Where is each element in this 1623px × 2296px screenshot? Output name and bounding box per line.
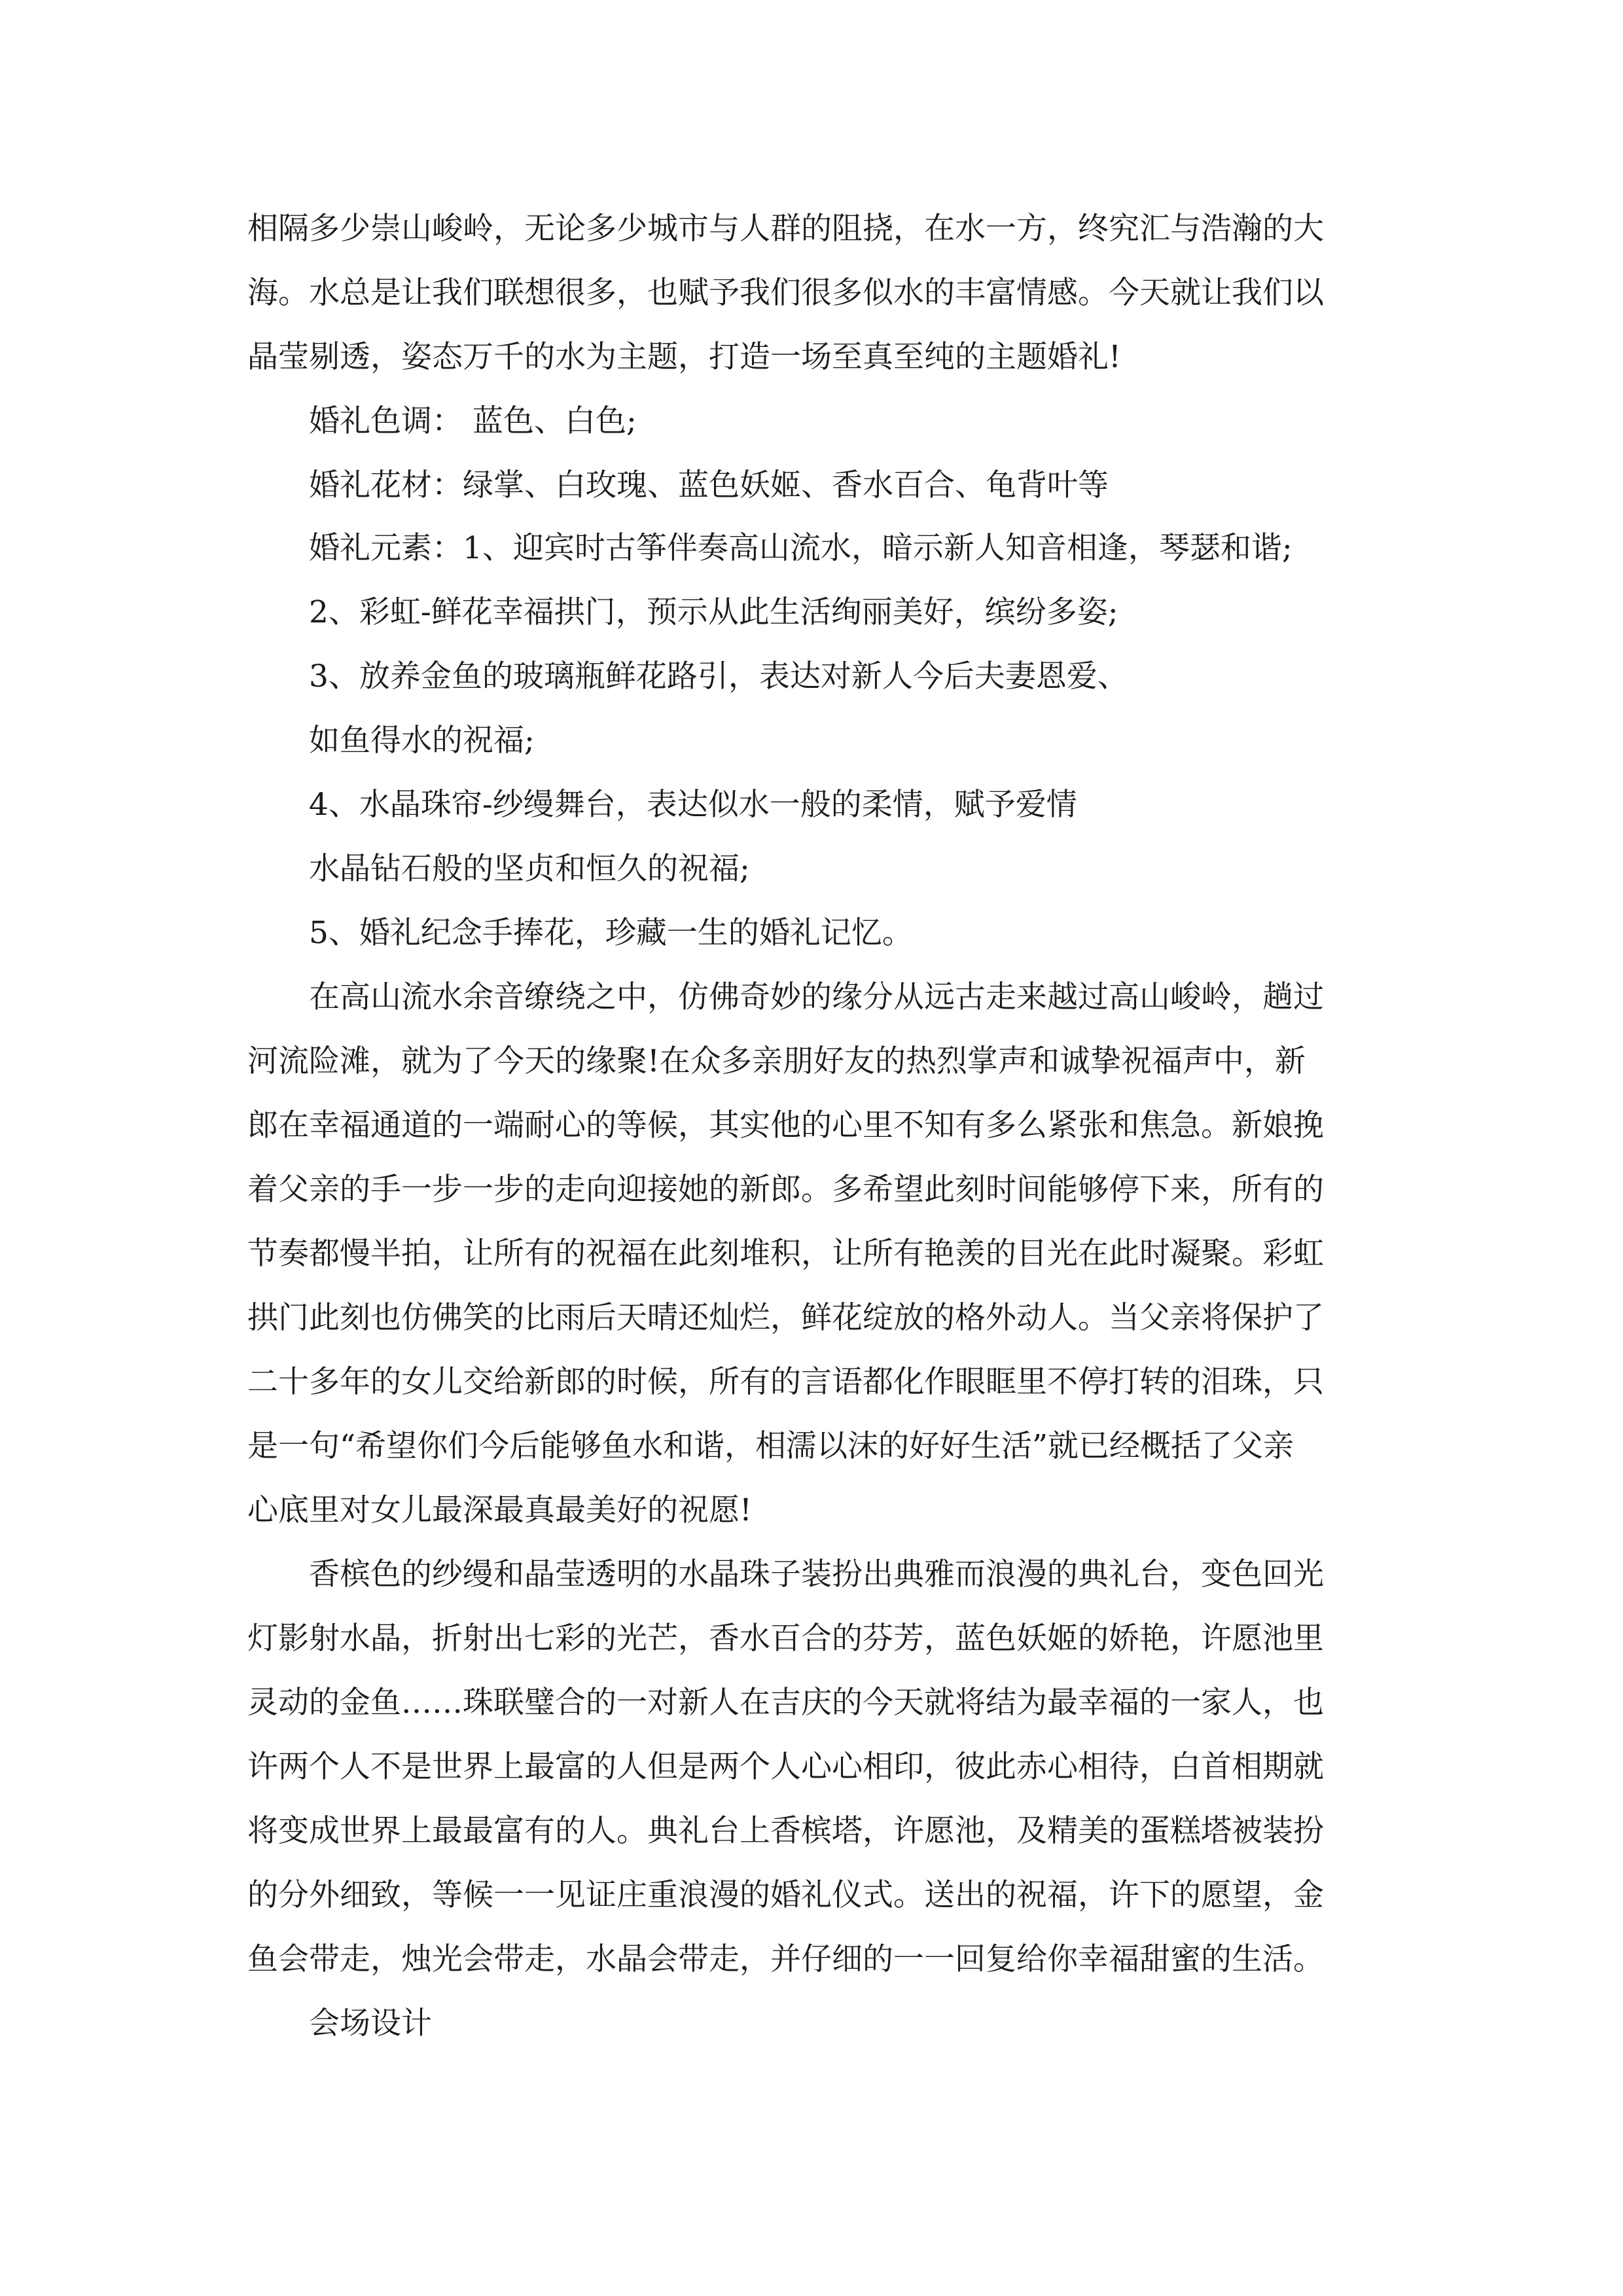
wedding-element-item: 4、水晶珠帘-纱缦舞台，表达似水一般的柔情，赋予爱情 <box>309 787 1077 823</box>
text-line: 灵动的金鱼……珠联璧合的一对新人在吉庆的今天就将结为最幸福的一家人，也 <box>247 1685 1324 1721</box>
text-line: 郎在幸福通道的一端耐心的等候，其实他的心里不知有多么紧张和焦急。新娘挽 <box>247 1107 1324 1143</box>
wedding-element-item: 如鱼得水的祝福; <box>309 723 535 759</box>
text-line: 海。水总是让我们联想很多，也赋予我们很多似水的丰富情感。今天就让我们以 <box>247 275 1324 311</box>
text-line: 将变成世界上最最富有的人。典礼台上香槟塔，许愿池，及精美的蛋糕塔被装扮 <box>247 1813 1324 1849</box>
text-line: 是一句“希望你们今后能够鱼水和谐，相濡以沫的好好生活”就已经概括了父亲 <box>247 1428 1294 1464</box>
section-heading: 会场设计 <box>309 2005 432 2041</box>
text-line: 节奏都慢半拍，让所有的祝福在此刻堆积，让所有艳羡的目光在此时凝聚。彩虹 <box>247 1236 1324 1272</box>
wedding-element-item: 3、放养金鱼的玻璃瓶鲜花路引，表达对新人今后夫妻恩爱、 <box>309 658 1128 694</box>
text-line: 相隔多少崇山峻岭，无论多少城市与人群的阻挠，在水一方，终究汇与浩瀚的大 <box>247 211 1324 247</box>
text-line: 在高山流水余音缭绕之中，仿佛奇妙的缘分从远古走来越过高山峻岭，趟过 <box>309 979 1324 1015</box>
text-line: 心底里对女儿最深最真最美好的祝愿! <box>247 1492 752 1528</box>
wedding-element-item: 5、婚礼纪念手捧花，珍藏一生的婚礼记忆。 <box>309 915 913 951</box>
wedding-color-line: 婚礼色调： 蓝色、白色; <box>309 403 637 439</box>
text-line: 的分外细致，等候一一见证庄重浪漫的婚礼仪式。送出的祝福，许下的愿望，金 <box>247 1877 1324 1913</box>
wedding-element-item: 婚礼元素：1、迎宾时古筝伴奏高山流水，暗示新人知音相逢，琴瑟和谐; <box>309 530 1293 566</box>
wedding-flowers-line: 婚礼花材：绿掌、白玫瑰、蓝色妖姬、香水百合、龟背叶等 <box>309 467 1109 503</box>
text-line: 着父亲的手一步一步的走向迎接她的新郎。多希望此刻时间能够停下来，所有的 <box>247 1172 1324 1208</box>
text-line: 晶莹剔透，姿态万千的水为主题，打造一场至真至纯的主题婚礼! <box>247 339 1121 375</box>
text-line: 鱼会带走，烛光会带走，水晶会带走，并仔细的一一回复给你幸福甜蜜的生活。 <box>247 1941 1324 1977</box>
text-line: 河流险滩，就为了今天的缘聚!在众多亲朋好友的热烈掌声和诚挚祝福声中，新 <box>247 1043 1306 1079</box>
wedding-element-item: 水晶钻石般的坚贞和恒久的祝福; <box>309 851 750 887</box>
wedding-element-item: 2、彩虹-鲜花幸福拱门，预示从此生活绚丽美好，缤纷多姿; <box>309 594 1118 630</box>
text-line: 许两个人不是世界上最富的人但是两个人心心相印，彼此赤心相待，白首相期就 <box>247 1749 1324 1785</box>
text-line: 拱门此刻也仿佛笑的比雨后天晴还灿烂，鲜花绽放的格外动人。当父亲将保护了 <box>247 1300 1324 1336</box>
text-line: 二十多年的女儿交给新郎的时候，所有的言语都化作眼眶里不停打转的泪珠，只 <box>247 1364 1324 1400</box>
text-line: 香槟色的纱缦和晶莹透明的水晶珠子装扮出典雅而浪漫的典礼台，变色回光 <box>309 1556 1324 1592</box>
text-line: 灯影射水晶，折射出七彩的光芒，香水百合的芬芳，蓝色妖姬的娇艳，许愿池里 <box>247 1621 1324 1657</box>
